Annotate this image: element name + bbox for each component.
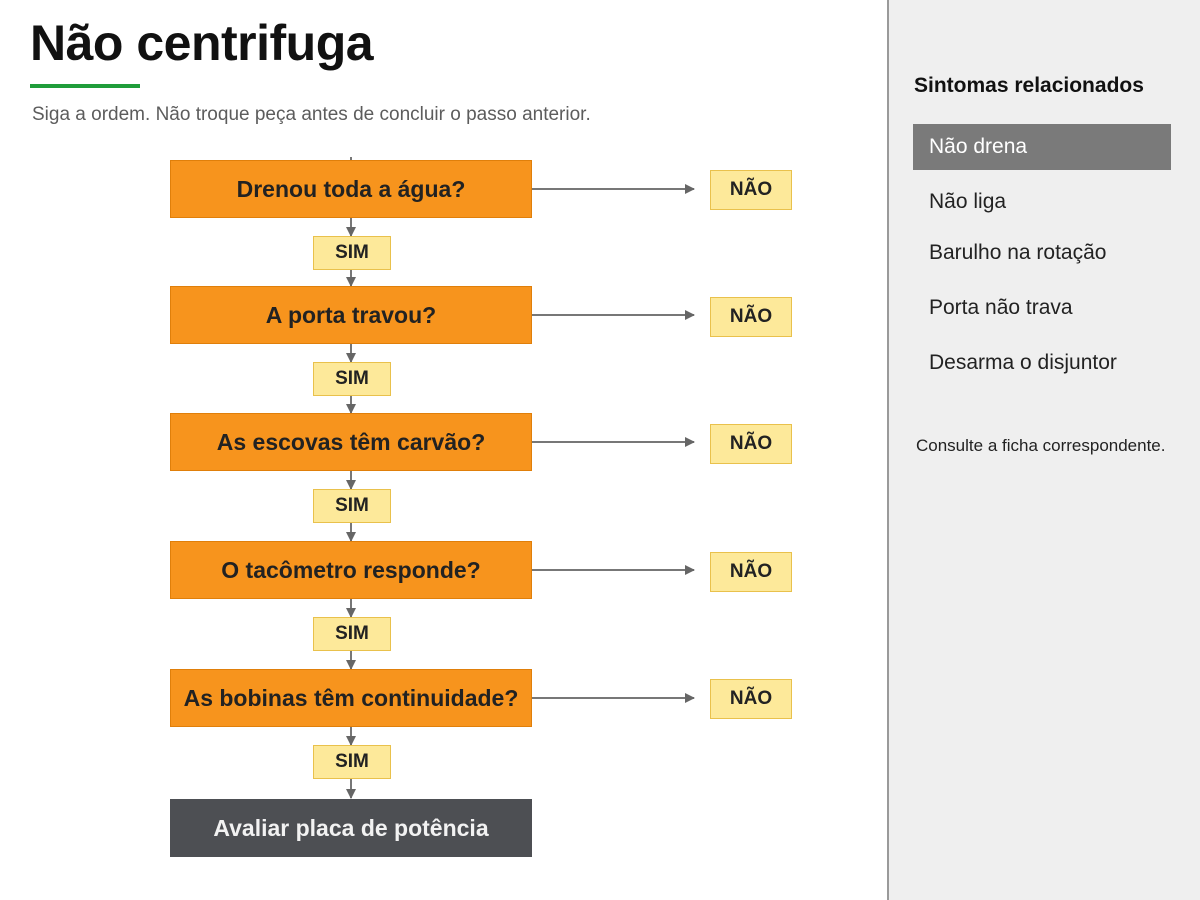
sidebar-item-desarma-o-disjuntor[interactable]: Desarma o disjuntor [929, 351, 1117, 374]
question-box: O tacômetro responde? [170, 541, 532, 599]
no-label: NÃO [710, 297, 792, 337]
yes-label: SIM [313, 617, 391, 651]
page-title: Não centrifuga [30, 15, 374, 71]
no-label: NÃO [710, 424, 792, 464]
sidebar-item-barulho-na-rotacao[interactable]: Barulho na rotação [929, 241, 1107, 264]
no-label: NÃO [710, 552, 792, 592]
sidebar-item-porta-nao-trava[interactable]: Porta não trava [929, 296, 1073, 319]
final-action-box: Avaliar placa de potência [170, 799, 532, 857]
page-subtitle: Siga a ordem. Não troque peça antes de concluir o passo anterior. [32, 104, 591, 125]
yes-label: SIM [313, 236, 391, 270]
question-box: As escovas têm carvão? [170, 413, 532, 471]
question-box: As bobinas têm continuidade? [170, 669, 532, 727]
sidebar-item-nao-drena[interactable]: Não drena [913, 124, 1171, 170]
question-box: A porta travou? [170, 286, 532, 344]
sidebar-note: Consulte a ficha correspondente. [916, 436, 1166, 455]
yes-label: SIM [313, 745, 391, 779]
yes-label: SIM [313, 362, 391, 396]
no-label: NÃO [710, 170, 792, 210]
sidebar-item-nao-liga[interactable]: Não liga [929, 190, 1007, 213]
question-box: Drenou toda a água? [170, 160, 532, 218]
yes-label: SIM [313, 489, 391, 523]
no-label: NÃO [710, 679, 792, 719]
sidebar-title: Sintomas relacionados [914, 74, 1144, 97]
